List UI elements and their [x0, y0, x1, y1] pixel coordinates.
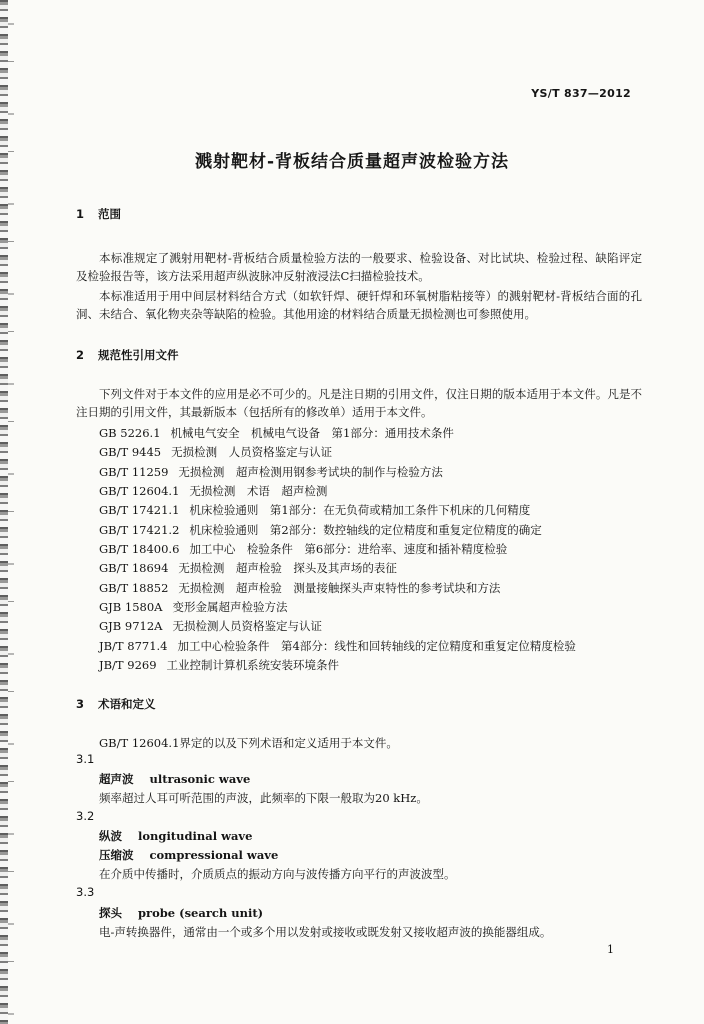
terms-intro: GB/T 12604.1界定的以及下列术语和定义适用于本文件。 — [99, 736, 398, 750]
reference-code: GB/T 17421.2 — [99, 522, 180, 537]
list-item — [99, 540, 576, 559]
list-item — [99, 443, 576, 462]
section-1-title: 范围 — [98, 207, 122, 221]
list-item — [99, 637, 576, 656]
term-name-zh: 探头 — [99, 906, 122, 920]
reference-title: 加工中心 检验条件 第6部分：进给率、速度和插补精度检验 — [189, 542, 508, 557]
reference-title: 无损检测 术语 超声检测 — [189, 484, 328, 499]
reference-title: 无损检测 超声检验 探头及其声场的表征 — [178, 561, 397, 576]
clause-3-1-number: 3.1 — [76, 752, 95, 766]
reference-title: 加工中心检验条件 第4部分：线性和回转轴线的定位精度和重复定位精度检验 — [177, 638, 576, 653]
section-1-number: 1 — [76, 207, 85, 221]
section-3-number: 3 — [76, 697, 85, 711]
clause-3-3-number: 3.3 — [76, 885, 95, 899]
term-name-zh: 压缩波 — [99, 848, 134, 862]
list-item — [99, 463, 576, 482]
reference-code: GJB 9712A — [99, 619, 163, 634]
reference-list — [99, 424, 576, 675]
section-3-heading — [76, 696, 156, 712]
references-intro: 下列文件对于本文件的应用是必不可少的。凡是注日期的引用文件，仅注日期的版本适用于本文件。凡是不注日期的引用文件，其最新版本（包括所有的修改单）适用于本文件。 — [76, 387, 642, 419]
list-item — [99, 559, 576, 578]
reference-title: 机床检验通则 第2部分：数控轴线的定位精度和重复定位精度的确定 — [189, 522, 542, 537]
reference-title: 工业控制计算机系统安装环境条件 — [166, 658, 340, 673]
reference-title: 无损检测 超声检验 测量接触探头声束特性的参考试块和方法 — [178, 580, 501, 595]
scope-paragraph-1: 本标准规定了溅射用靶材-背板结合质量检验方法的一般要求、检验设备、对比试块、检验过程、缺陷评定及检验报告等，该方法采用超声纵波脉冲反射液浸法C扫描检验技术。 — [76, 251, 642, 283]
reference-code: GB/T 18694 — [99, 561, 169, 576]
term-ultrasonic-wave — [99, 771, 250, 787]
term-longitudinal-wave — [99, 828, 252, 844]
reference-code: GB/T 18852 — [99, 580, 169, 595]
list-item — [99, 482, 576, 501]
list-item — [99, 656, 576, 675]
term-compressional-wave — [99, 847, 278, 863]
term-definition: 在介质中传播时，介质质点的振动方向与波传播方向平行的声波波型。 — [99, 867, 456, 881]
reference-code: JB/T 8771.4 — [99, 638, 168, 653]
section-2-number: 2 — [76, 348, 85, 362]
clause-3-2-number: 3.2 — [76, 809, 95, 823]
reference-code: GB/T 9445 — [99, 445, 162, 460]
reference-title: 无损检测人员资格鉴定与认证 — [172, 619, 322, 634]
list-item — [99, 579, 576, 598]
term-probe — [99, 905, 263, 921]
term-name-zh: 纵波 — [99, 829, 122, 843]
term-definition: 电-声转换器件，通常由一个或多个用以发射或接收或既发射又接收超声波的换能器组成。 — [99, 925, 552, 939]
reference-code: GB/T 12604.1 — [99, 484, 180, 499]
list-item — [99, 501, 576, 520]
reference-code: GJB 1580A — [99, 600, 163, 615]
document-title: 溅射靶材-背板结合质量超声波检验方法 — [194, 152, 510, 172]
page-number: 1 — [607, 943, 614, 956]
reference-code: GB/T 18400.6 — [99, 542, 180, 557]
reference-code: GB 5226.1 — [99, 426, 161, 440]
section-1-heading — [76, 206, 121, 222]
reference-code: GB/T 17421.1 — [99, 503, 180, 518]
section-3-title: 术语和定义 — [98, 697, 156, 711]
term-definition: 频率超过人耳可听范围的声波，此频率的下限一般取为20 kHz。 — [99, 791, 428, 805]
reference-code: GB/T 11259 — [99, 464, 169, 479]
term-name-en: compressional wave — [149, 848, 279, 862]
reference-code: JB/T 9269 — [99, 658, 157, 673]
list-item — [99, 617, 576, 636]
list-item — [99, 521, 576, 540]
section-2-heading — [76, 347, 179, 363]
standard-number: YS/T 837—2012 — [531, 87, 631, 100]
reference-title: 机械电气安全 机械电气设备 第1部分：通用技术条件 — [170, 426, 454, 440]
term-name-en: longitudinal wave — [138, 829, 253, 843]
reference-title: 无损检测 人员资格鉴定与认证 — [171, 445, 333, 460]
list-item — [99, 424, 576, 443]
scope-paragraph-2: 本标准适用于用中间层材料结合方式（如软钎焊、硬钎焊和环氧树脂粘接等）的溅射靶材-背板结合面的孔洞、未结合、氧化物夹杂等缺陷的检验。其他用途的材料结合质量无损检测也可参照使用。 — [76, 289, 642, 321]
reference-title: 无损检测 超声检测用钢参考试块的制作与检验方法 — [178, 464, 443, 479]
term-name-zh: 超声波 — [99, 772, 134, 786]
term-name-en: probe (search unit) — [138, 906, 264, 920]
reference-title: 机床检验通则 第1部分：在无负荷或精加工条件下机床的几何精度 — [189, 503, 531, 518]
section-2-title: 规范性引用文件 — [98, 348, 179, 362]
term-name-en: ultrasonic wave — [149, 772, 251, 786]
reference-title: 变形金属超声检验方法 — [172, 600, 288, 615]
list-item — [99, 598, 576, 617]
